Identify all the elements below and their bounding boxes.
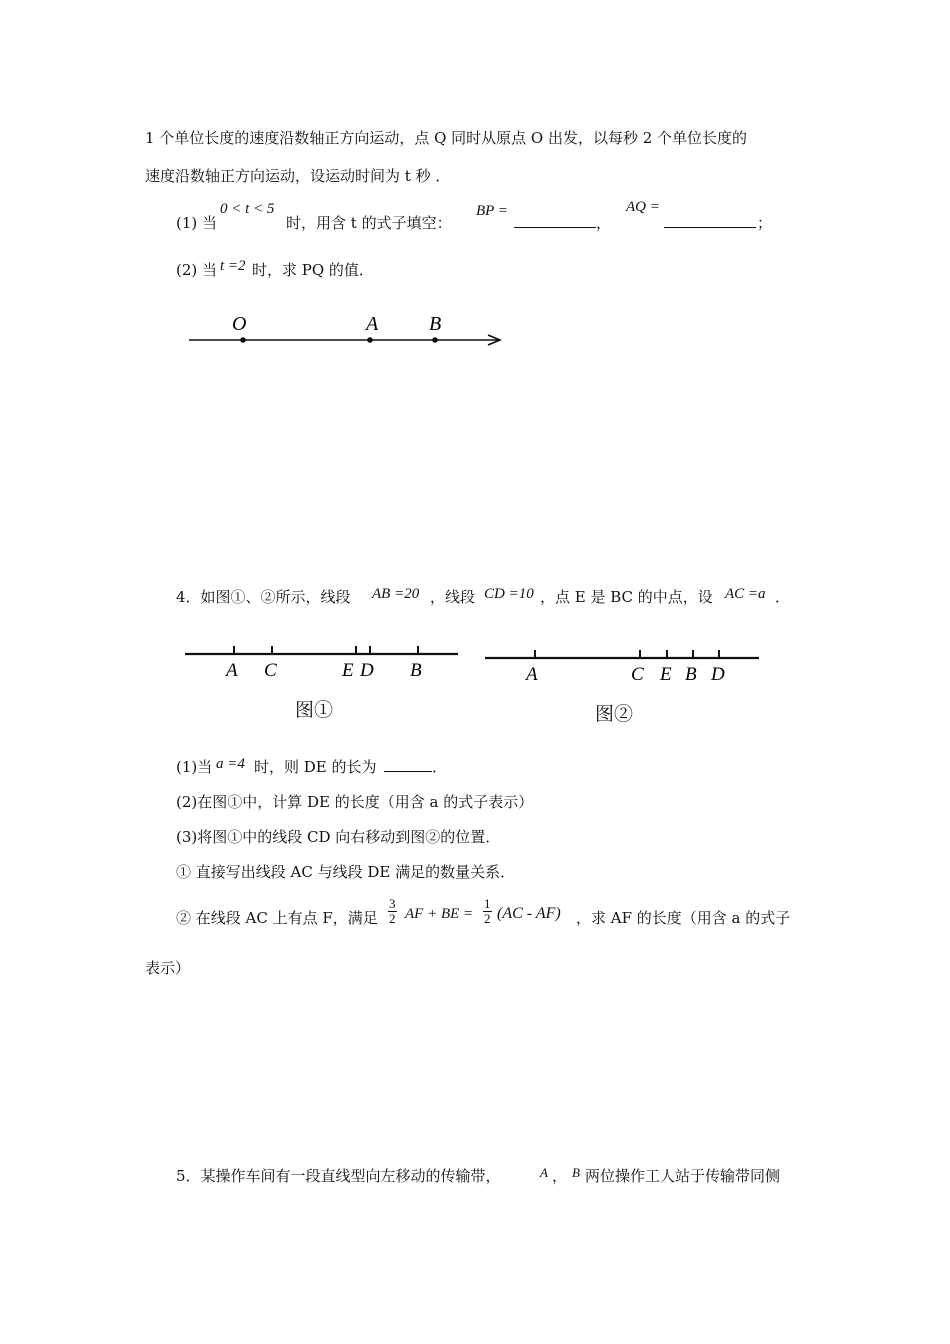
fig1-label-e: E bbox=[342, 660, 354, 681]
q3-line1: 1 个单位长度的速度沿数轴正方向运动，点 Q 同时从原点 O 出发，以每秒 2 个单位长度的 bbox=[145, 129, 748, 147]
q3-number-line bbox=[180, 305, 520, 355]
q3-part2-condition: t =2 bbox=[220, 258, 246, 274]
fig1-label-a: A bbox=[226, 660, 238, 681]
q4-intro-c: ，点 E 是 BC 的中点，设 bbox=[540, 588, 713, 606]
fig1-label-c: C bbox=[264, 660, 277, 681]
q4-ac-eq: AC =a bbox=[725, 586, 766, 602]
q4-s1-b: 时，则 DE 的长为 bbox=[254, 758, 377, 776]
q3-aq-blank bbox=[664, 213, 756, 233]
q5-sep: ， bbox=[552, 1167, 568, 1185]
q3-bp-label: BP = bbox=[476, 203, 508, 219]
point-a-label: A bbox=[366, 313, 379, 335]
q4-intro-end: ． bbox=[775, 588, 791, 606]
q4-s2: (2)在图①中，计算 DE 的长度（用含 a 的式子表示） bbox=[176, 793, 534, 811]
q3-aq-label: AQ = bbox=[626, 199, 660, 215]
fig2-label-e: E bbox=[660, 664, 672, 685]
q4-s3-2-a: ② 在线段 AC 上有点 F，满足 bbox=[176, 909, 378, 927]
q5-text-b: 两位操作工人站于传输带同侧 bbox=[585, 1167, 781, 1185]
q5-label-b: B bbox=[572, 1165, 580, 1180]
q4-s3-1: ① 直接写出线段 AC 与线段 DE 满足的数量关系． bbox=[176, 863, 516, 881]
q4-s3-2-b: ，求 AF 的长度（用含 a 的式子 bbox=[576, 909, 791, 927]
q3-semicolon: ； bbox=[757, 214, 773, 232]
fig2-label-d: D bbox=[711, 664, 725, 685]
q4-s3: (3)将图①中的线段 CD 向右移动到图②的位置． bbox=[176, 828, 501, 846]
fig2-label-a: A bbox=[526, 664, 538, 685]
point-o-label: O bbox=[232, 313, 247, 335]
q3-part2-suffix: 时，求 PQ 的值． bbox=[252, 261, 374, 279]
q4-ab-eq: AB =20 bbox=[372, 586, 420, 602]
q3-part2-prefix: (2) 当 bbox=[176, 261, 218, 279]
q3-part1-prefix: (1) 当 bbox=[176, 214, 218, 232]
q4-s1-cond: a =4 bbox=[216, 756, 245, 772]
fig1-label-d: D bbox=[360, 660, 374, 681]
q4-s3-2-paren: (AC - AF) bbox=[497, 905, 561, 922]
q4-cd-eq: CD =10 bbox=[484, 586, 534, 602]
fig2-label-c: C bbox=[631, 664, 644, 685]
q5-label-a: A bbox=[540, 1165, 548, 1180]
q3-bp-blank bbox=[514, 213, 596, 233]
q5-text-a: 5．某操作车间有一段直线型向左移动的传输带， bbox=[176, 1167, 501, 1185]
q4-s3-2-c: 表示） bbox=[145, 959, 191, 977]
fig1-caption: 图① bbox=[295, 699, 334, 721]
fig1-label-b: B bbox=[410, 660, 422, 681]
fig2-label-b: B bbox=[685, 664, 697, 685]
q4-s1-end: ． bbox=[432, 758, 448, 776]
q4-intro-a: 4．如图①、②所示，线段 bbox=[176, 588, 351, 606]
point-b-label: B bbox=[429, 313, 442, 335]
q3-comma: ， bbox=[596, 214, 612, 232]
q3-part1-mid: 时，用含 t 的式子填空： bbox=[286, 214, 452, 232]
q3-line2: 速度沿数轴正方向运动，设运动时间为 t 秒 ． bbox=[145, 167, 451, 185]
q4-intro-b: ，线段 bbox=[430, 588, 476, 606]
q4-fraction-1-2: $\frac{1}{2}$ bbox=[484, 896, 491, 926]
q3-part1-condition: 0 < t < 5 bbox=[220, 201, 275, 217]
q4-s1-blank bbox=[384, 757, 432, 777]
fig2-caption: 图② bbox=[595, 703, 634, 725]
q4-s1-a: (1)当 bbox=[176, 758, 213, 776]
q4-fraction-3-2: $\frac{3}{2}$ bbox=[389, 896, 396, 926]
q4-s3-2-mid: AF + BE = bbox=[405, 906, 474, 922]
